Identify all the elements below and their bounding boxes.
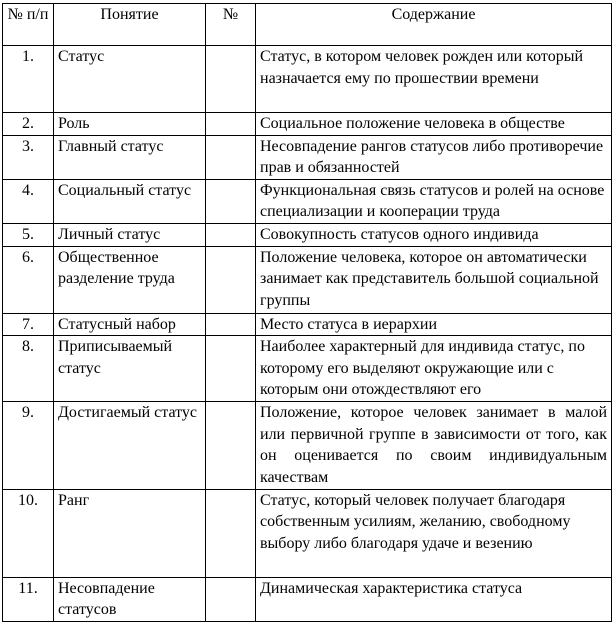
header-content: Содержание <box>256 4 612 46</box>
concept-cell: Несовпадение статусов <box>54 577 206 621</box>
row-number: 9. <box>3 402 54 489</box>
matching-table <box>2 3 612 622</box>
number-cell <box>206 402 256 489</box>
concept-cell: Роль <box>54 113 206 136</box>
number-cell <box>206 46 256 113</box>
table-row <box>3 336 612 402</box>
content-cell: Функциональная связь статусов и ролей на основе специализации и кооперации труда <box>256 179 612 223</box>
concept-cell: Главный статус <box>54 135 206 179</box>
number-cell <box>206 135 256 179</box>
header-number: № <box>206 4 256 46</box>
number-cell <box>206 336 256 402</box>
concept-cell: Ранг <box>54 489 206 577</box>
number-cell <box>206 113 256 136</box>
content-cell: Положение человека, которое он автоматически занимает как представитель большой социальной группы <box>256 246 612 313</box>
table-header <box>3 4 612 46</box>
table-row <box>3 223 612 246</box>
row-number: 3. <box>3 135 54 179</box>
concept-cell: Достигаемый статус <box>54 402 206 489</box>
concept-cell: Общественное разделение труда <box>54 246 206 313</box>
content-cell: Наиболее характерный для индивида статус, по которому его выделяют окружающие или с которым они отождествляют его <box>256 336 612 402</box>
content-cell: Социальное положение человека в обществе <box>256 113 612 136</box>
table-body <box>3 46 612 622</box>
content-cell: Динамическая характеристика статуса <box>256 577 612 621</box>
number-cell <box>206 179 256 223</box>
number-cell <box>206 577 256 621</box>
row-number: 2. <box>3 113 54 136</box>
row-number: 8. <box>3 336 54 402</box>
number-cell <box>206 313 256 336</box>
header-row-number: № п/п <box>3 4 54 46</box>
content-cell: Положение, которое человек занимает в малой или первичной группе в зависимости от того, как он оценивается по своим индивидуальным качествам <box>256 402 612 489</box>
header-concept: Понятие <box>54 4 206 46</box>
row-number: 7. <box>3 313 54 336</box>
concept-cell: Личный статус <box>54 223 206 246</box>
table-row <box>3 179 612 223</box>
row-number: 5. <box>3 223 54 246</box>
number-cell <box>206 489 256 577</box>
content-cell: Несовпадение рангов статусов либо противоречие прав и обязанностей <box>256 135 612 179</box>
row-number: 4. <box>3 179 54 223</box>
row-number: 6. <box>3 246 54 313</box>
content-cell: Место статуса в иерархии <box>256 313 612 336</box>
header-row <box>3 4 612 46</box>
table-row <box>3 577 612 621</box>
table-row <box>3 113 612 136</box>
number-cell <box>206 246 256 313</box>
content-cell: Статус, в котором человек рожден или который назначается ему по прошествии времени <box>256 46 612 113</box>
concept-cell: Приписываемый статус <box>54 336 206 402</box>
content-cell: Совокупность статусов одного индивида <box>256 223 612 246</box>
concept-cell: Социальный статус <box>54 179 206 223</box>
row-number: 10. <box>3 489 54 577</box>
row-number: 11. <box>3 577 54 621</box>
table-row <box>3 135 612 179</box>
table-row <box>3 313 612 336</box>
table-row <box>3 46 612 113</box>
number-cell <box>206 223 256 246</box>
table-row <box>3 489 612 577</box>
table-row <box>3 246 612 313</box>
concept-cell: Статус <box>54 46 206 113</box>
row-number: 1. <box>3 46 54 113</box>
content-cell: Статус, который человек получает благодаря собственным усилиям, желанию, свободному выбору либо благодаря удаче и везению <box>256 489 612 577</box>
concept-cell: Статусный набор <box>54 313 206 336</box>
table-row <box>3 402 612 489</box>
